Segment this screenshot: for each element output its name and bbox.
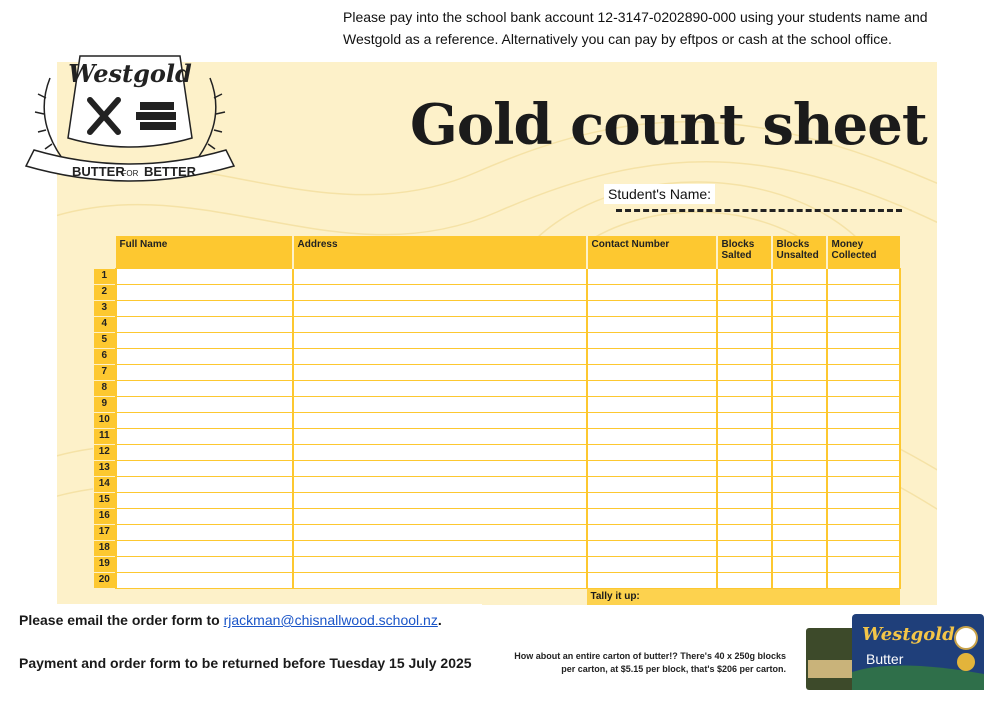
contact-number-cell[interactable] (587, 396, 717, 412)
address-cell[interactable] (293, 444, 587, 460)
tally-spacer (94, 588, 116, 605)
blocks-unsalted-cell[interactable] (772, 556, 827, 572)
blocks-salted-cell[interactable] (717, 540, 772, 556)
money-collected-cell[interactable] (827, 284, 900, 300)
table-row (94, 572, 900, 588)
address-cell[interactable] (293, 428, 587, 444)
table-row (94, 364, 900, 380)
address-cell[interactable] (293, 412, 587, 428)
header-blocks-unsalted: Blocks Unsalted (772, 236, 827, 268)
westgold-logo (20, 38, 242, 188)
blocks-salted-cell[interactable] (717, 572, 772, 588)
row-number: 3 (94, 300, 116, 316)
email-link[interactable]: rjackman@chisnallwood.school.nz (223, 612, 438, 628)
address-cell[interactable] (293, 476, 587, 492)
contact-number-cell[interactable] (587, 284, 717, 300)
table-row (94, 444, 900, 460)
money-collected-cell[interactable] (827, 348, 900, 364)
butter-pack-brand: Westgold (862, 624, 955, 645)
blocks-unsalted-cell[interactable] (772, 572, 827, 588)
blocks-salted-cell[interactable] (717, 348, 772, 364)
logo-tagline-butter: BUTTER (72, 164, 125, 179)
table-row (94, 396, 900, 412)
row-number: 10 (94, 412, 116, 428)
full-name-cell[interactable] (116, 508, 293, 524)
row-number: 14 (94, 476, 116, 492)
butter-pack-image (806, 612, 986, 694)
table-row (94, 476, 900, 492)
blocks-salted-cell[interactable] (717, 556, 772, 572)
blocks-unsalted-cell[interactable] (772, 460, 827, 476)
blocks-salted-cell[interactable] (717, 396, 772, 412)
address-cell[interactable] (293, 556, 587, 572)
row-number: 6 (94, 348, 116, 364)
full-name-cell[interactable] (116, 540, 293, 556)
order-table (93, 236, 901, 605)
blocks-salted-cell[interactable] (717, 412, 772, 428)
blocks-unsalted-cell[interactable] (772, 332, 827, 348)
money-collected-cell[interactable] (827, 300, 900, 316)
address-cell[interactable] (293, 364, 587, 380)
blocks-unsalted-cell[interactable] (772, 300, 827, 316)
full-name-cell[interactable] (116, 396, 293, 412)
blocks-salted-cell[interactable] (717, 332, 772, 348)
header-contact-number: Contact Number (587, 236, 717, 268)
blocks-unsalted-cell[interactable] (772, 316, 827, 332)
address-cell[interactable] (293, 300, 587, 316)
table-row (94, 492, 900, 508)
carton-offer (470, 650, 786, 676)
address-cell[interactable] (293, 396, 587, 412)
table-header-row (94, 236, 900, 268)
email-prefix: Please email the order form to (19, 612, 224, 628)
full-name-cell[interactable] (116, 300, 293, 316)
row-number: 8 (94, 380, 116, 396)
contact-number-cell[interactable] (587, 508, 717, 524)
money-collected-cell[interactable] (827, 508, 900, 524)
table-row (94, 380, 900, 396)
table-row (94, 460, 900, 476)
money-collected-cell[interactable] (827, 460, 900, 476)
logo-brand: Westgold (68, 59, 192, 88)
row-number: 20 (94, 572, 116, 588)
contact-number-cell[interactable] (587, 300, 717, 316)
blocks-unsalted-cell[interactable] (772, 428, 827, 444)
address-cell[interactable] (293, 524, 587, 540)
row-number: 5 (94, 332, 116, 348)
row-number: 13 (94, 460, 116, 476)
row-number: 9 (94, 396, 116, 412)
blocks-unsalted-cell[interactable] (772, 364, 827, 380)
address-cell[interactable] (293, 348, 587, 364)
full-name-cell[interactable] (116, 332, 293, 348)
row-number: 18 (94, 540, 116, 556)
money-collected-cell[interactable] (827, 492, 900, 508)
blocks-unsalted-cell[interactable] (772, 268, 827, 284)
page-title: Gold count sheet (410, 92, 927, 158)
full-name-cell[interactable] (116, 316, 293, 332)
full-name-cell[interactable] (116, 284, 293, 300)
row-number: 19 (94, 556, 116, 572)
blocks-salted-cell[interactable] (717, 284, 772, 300)
blocks-unsalted-cell[interactable] (772, 396, 827, 412)
logo-tagline-for: FOR (121, 169, 139, 178)
full-name-cell[interactable] (116, 380, 293, 396)
full-name-cell[interactable] (116, 444, 293, 460)
tally-label: Tally it up: (587, 588, 717, 605)
blocks-unsalted-cell[interactable] (772, 476, 827, 492)
address-cell[interactable] (293, 460, 587, 476)
contact-number-cell[interactable] (587, 364, 717, 380)
blocks-unsalted-cell[interactable] (772, 444, 827, 460)
table-row (94, 428, 900, 444)
student-name-label: Student's Name: (604, 184, 715, 204)
contact-number-cell[interactable] (587, 476, 717, 492)
tally-row (94, 588, 900, 605)
address-cell[interactable] (293, 540, 587, 556)
contact-number-cell[interactable] (587, 332, 717, 348)
header-money-collected: Money Collected (827, 236, 900, 268)
full-name-cell[interactable] (116, 556, 293, 572)
blocks-salted-cell[interactable] (717, 300, 772, 316)
address-cell[interactable] (293, 268, 587, 284)
blocks-salted-cell[interactable] (717, 364, 772, 380)
table-row (94, 332, 900, 348)
row-number-header (94, 236, 116, 268)
address-cell[interactable] (293, 380, 587, 396)
full-name-cell[interactable] (116, 476, 293, 492)
return-deadline: Payment and order form to be returned before Tuesday 15 July 2025 (19, 655, 472, 671)
blocks-unsalted-cell[interactable] (772, 508, 827, 524)
full-name-cell[interactable] (116, 572, 293, 588)
contact-number-cell[interactable] (587, 540, 717, 556)
row-number: 17 (94, 524, 116, 540)
money-collected-cell[interactable] (827, 428, 900, 444)
address-cell[interactable] (293, 492, 587, 508)
tally-spacer (293, 588, 587, 605)
contact-number-cell[interactable] (587, 380, 717, 396)
contact-number-cell[interactable] (587, 460, 717, 476)
money-collected-cell[interactable] (827, 332, 900, 348)
butter-pack-product: Butter (866, 651, 904, 667)
tally-blocks-unsalted[interactable] (772, 588, 827, 605)
table-row (94, 556, 900, 572)
blocks-salted-cell[interactable] (717, 380, 772, 396)
email-suffix: . (437, 612, 442, 628)
row-number: 7 (94, 364, 116, 380)
blocks-unsalted-cell[interactable] (772, 412, 827, 428)
payment-instructions (343, 6, 943, 50)
blocks-unsalted-cell[interactable] (772, 524, 827, 540)
contact-number-cell[interactable] (587, 572, 717, 588)
blocks-salted-cell[interactable] (717, 460, 772, 476)
table-row (94, 348, 900, 364)
blocks-salted-cell[interactable] (717, 476, 772, 492)
blocks-unsalted-cell[interactable] (772, 380, 827, 396)
money-collected-cell[interactable] (827, 364, 900, 380)
table-row (94, 316, 900, 332)
table-row (94, 412, 900, 428)
blocks-unsalted-cell[interactable] (772, 492, 827, 508)
tally-blocks-salted[interactable] (717, 588, 772, 605)
row-number: 1 (94, 268, 116, 284)
blocks-unsalted-cell[interactable] (772, 284, 827, 300)
address-cell[interactable] (293, 284, 587, 300)
full-name-cell[interactable] (116, 524, 293, 540)
money-collected-cell[interactable] (827, 412, 900, 428)
contact-number-cell[interactable] (587, 556, 717, 572)
contact-number-cell[interactable] (587, 268, 717, 284)
carton-offer-line-2: per carton, at $5.15 per block, that's $206 per carton. (561, 664, 786, 674)
blocks-salted-cell[interactable] (717, 492, 772, 508)
table-row (94, 524, 900, 540)
row-number: 2 (94, 284, 116, 300)
money-collected-cell[interactable] (827, 268, 900, 284)
blocks-salted-cell[interactable] (717, 316, 772, 332)
full-name-cell[interactable] (116, 428, 293, 444)
blocks-unsalted-cell[interactable] (772, 540, 827, 556)
header-full-name: Full Name (116, 236, 293, 268)
contact-number-cell[interactable] (587, 348, 717, 364)
row-number: 12 (94, 444, 116, 460)
address-cell[interactable] (293, 508, 587, 524)
table-row (94, 300, 900, 316)
payment-instructions-line-2: Westgold as a reference. Alternatively you can pay by eftpos or cash at the school office. (343, 31, 892, 47)
contact-number-cell[interactable] (587, 492, 717, 508)
address-cell[interactable] (293, 572, 587, 588)
money-collected-cell[interactable] (827, 556, 900, 572)
logo-tagline-better: BETTER (144, 164, 196, 179)
contact-number-cell[interactable] (587, 524, 717, 540)
money-collected-cell[interactable] (827, 572, 900, 588)
blocks-salted-cell[interactable] (717, 508, 772, 524)
contact-number-cell[interactable] (587, 428, 717, 444)
full-name-cell[interactable] (116, 492, 293, 508)
table-row (94, 284, 900, 300)
blocks-unsalted-cell[interactable] (772, 348, 827, 364)
blocks-salted-cell[interactable] (717, 268, 772, 284)
address-cell[interactable] (293, 316, 587, 332)
student-name-field[interactable] (616, 209, 902, 212)
full-name-cell[interactable] (116, 460, 293, 476)
contact-number-cell[interactable] (587, 412, 717, 428)
tally-spacer (116, 588, 293, 605)
full-name-cell[interactable] (116, 268, 293, 284)
table-row (94, 540, 900, 556)
address-cell[interactable] (293, 332, 587, 348)
money-collected-cell[interactable] (827, 396, 900, 412)
money-collected-cell[interactable] (827, 380, 900, 396)
table-row (94, 268, 900, 284)
carton-offer-line-1: How about an entire carton of butter!? There's 40 x 250g blocks (514, 651, 786, 661)
contact-number-cell[interactable] (587, 316, 717, 332)
blocks-salted-cell[interactable] (717, 428, 772, 444)
email-instructions (0, 604, 482, 644)
header-blocks-salted: Blocks Salted (717, 236, 772, 268)
money-collected-cell[interactable] (827, 476, 900, 492)
table-row (94, 508, 900, 524)
row-number: 15 (94, 492, 116, 508)
row-number: 11 (94, 428, 116, 444)
blocks-salted-cell[interactable] (717, 444, 772, 460)
row-number: 16 (94, 508, 116, 524)
header-address: Address (293, 236, 587, 268)
full-name-cell[interactable] (116, 364, 293, 380)
payment-instructions-line-1: Please pay into the school bank account 12-3147-0202890-000 using your students name and (343, 9, 928, 25)
money-collected-cell[interactable] (827, 524, 900, 540)
money-collected-cell[interactable] (827, 540, 900, 556)
money-collected-cell[interactable] (827, 444, 900, 460)
full-name-cell[interactable] (116, 348, 293, 364)
blocks-salted-cell[interactable] (717, 524, 772, 540)
money-collected-cell[interactable] (827, 316, 900, 332)
full-name-cell[interactable] (116, 412, 293, 428)
contact-number-cell[interactable] (587, 444, 717, 460)
tally-money-collected[interactable] (827, 588, 900, 605)
row-number: 4 (94, 316, 116, 332)
